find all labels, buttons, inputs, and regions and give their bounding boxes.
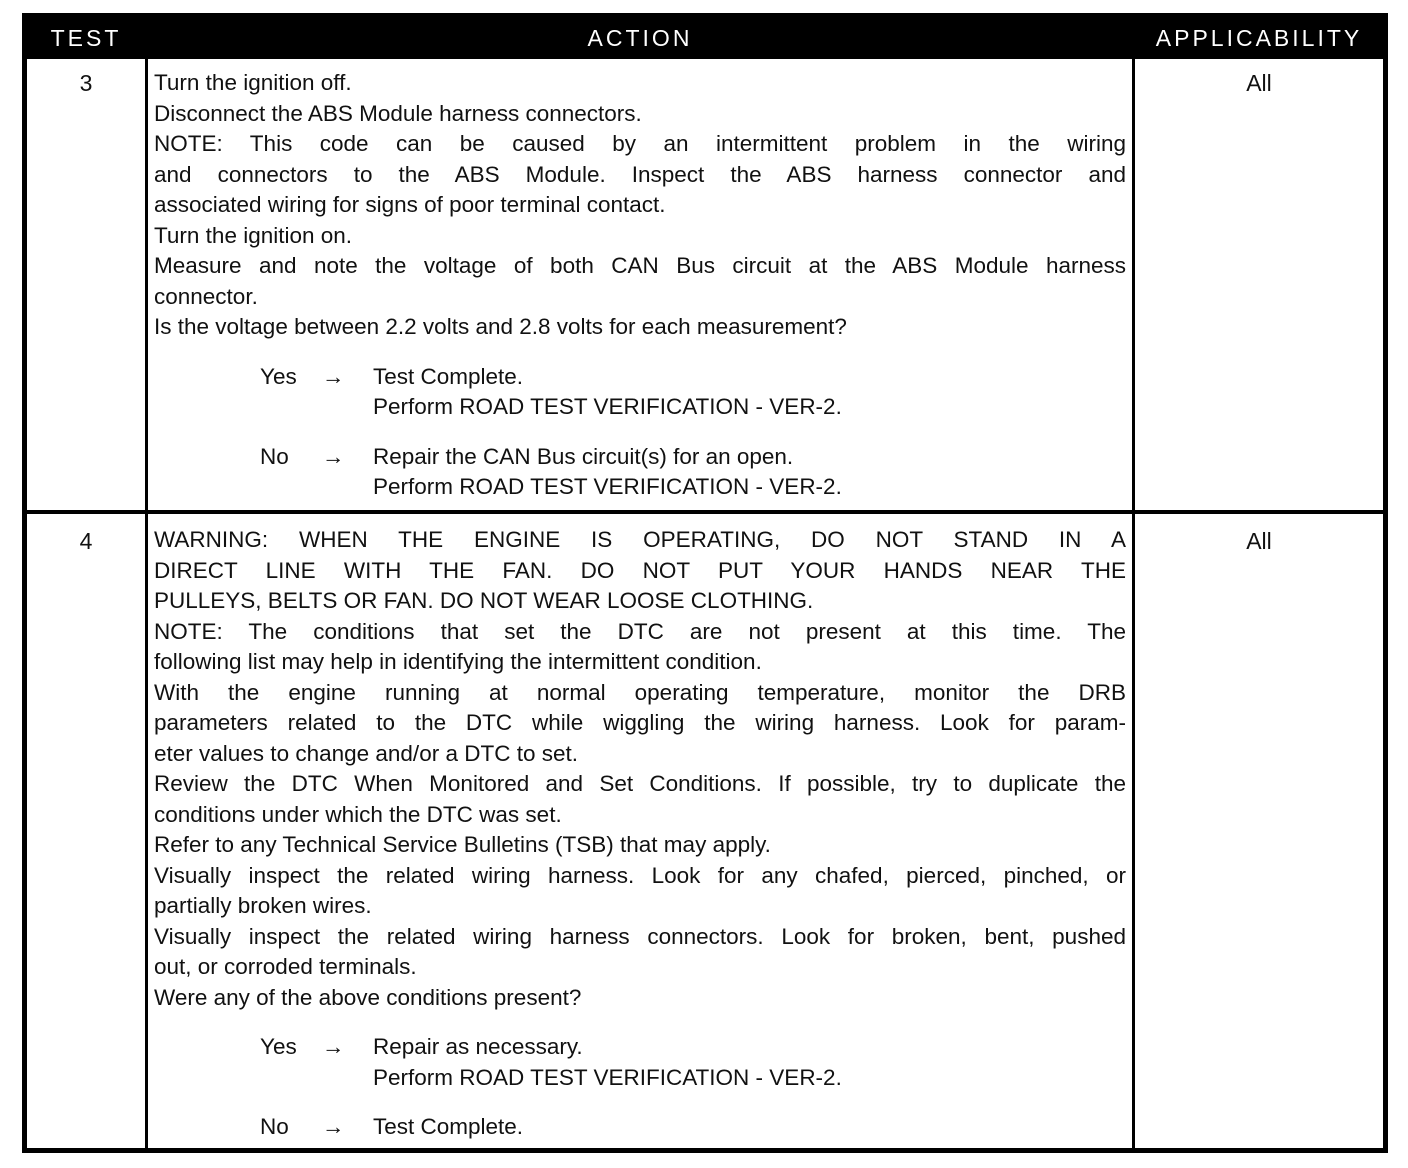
no-continuation [154, 472, 1126, 503]
question-line: Is the voltage between 2.2 volts and 2.8 volts for each measurement? [154, 314, 847, 339]
action-line: Disconnect the ABS Module harness connectors. [154, 100, 642, 126]
yes-answer [154, 362, 1126, 393]
no-result: Repair the CAN Bus circuit(s) for an open. [373, 443, 794, 469]
arrow-right-icon: → [322, 443, 345, 469]
diagnostic-table [22, 13, 1388, 1153]
no-answer [154, 1112, 1126, 1143]
applicability-value: All [1246, 528, 1272, 554]
action-line: Refer to any Technical Service Bulletins (TSB) that may apply. [154, 832, 771, 857]
action-line: Measure and note the voltage of both CAN Bus circuit at the ABS Module harness [154, 253, 1126, 278]
note-line: and connectors to the ABS Module. Inspect the ABS harness connector and [154, 161, 1126, 187]
warning-line: WARNING: WHEN THE ENGINE IS OPERATING, DO NOT STAND IN A [154, 527, 1126, 552]
action-line: eter values to change and/or a DTC to set. [154, 740, 578, 766]
table-header [27, 18, 1383, 59]
action-line: Visually inspect the related wiring harness. Look for any chafed, pierced, pinched, or [154, 862, 1126, 888]
warning-line: DIRECT LINE WITH THE FAN. DO NOT PUT YOUR HANDS NEAR THE [154, 557, 1126, 583]
yes-result: Repair as necessary. [373, 1034, 583, 1059]
no-result: Test Complete. [373, 1114, 524, 1139]
action-line: Visually inspect the related wiring harness connectors. Look for broken, bent, pushed [154, 923, 1126, 949]
note-line: following list may help in identifying the intermittent condition. [154, 649, 762, 674]
action-line: Review the DTC When Monitored and Set Conditions. If possible, try to duplicate the [154, 771, 1126, 796]
action-line: Turn the ignition on. [154, 222, 353, 248]
no-answer [154, 442, 1126, 473]
no-label: No [260, 443, 289, 469]
no-result: Perform ROAD TEST VERIFICATION - VER-2. [373, 474, 842, 499]
action-line: out, or corroded terminals. [154, 954, 417, 979]
test-number: 4 [79, 528, 93, 554]
header-action: ACTION [587, 25, 693, 51]
note-line: associated wiring for signs of poor terminal contact. [154, 192, 666, 217]
yes-label: Yes [260, 1034, 297, 1059]
yes-continuation [154, 1063, 1126, 1094]
test-number: 3 [79, 70, 93, 96]
yes-result: Perform ROAD TEST VERIFICATION - VER-2. [373, 394, 842, 419]
yes-result: Test Complete. [373, 363, 524, 389]
action-line: With the engine running at normal operating temperature, monitor the DRB [154, 679, 1126, 705]
applicability-value: All [1246, 70, 1272, 96]
column-divider [145, 59, 148, 1148]
action-cell [154, 525, 1126, 1143]
header-test: TEST [50, 25, 122, 51]
header-applicability: APPLICABILITY [1155, 25, 1363, 51]
action-line: Turn the ignition off. [154, 70, 352, 95]
note-line: NOTE: This code can be caused by an intermittent problem in the wiring [154, 131, 1126, 156]
yes-label: Yes [260, 363, 297, 389]
row-divider [27, 510, 1383, 514]
question-line: Were any of the above conditions present? [154, 984, 582, 1010]
note-line: NOTE: The conditions that set the DTC are not present at this time. The [154, 618, 1126, 644]
action-line: connector. [154, 283, 258, 309]
warning-line: PULLEYS, BELTS OR FAN. DO NOT WEAR LOOSE CLOTHING. [154, 588, 814, 613]
yes-result: Perform ROAD TEST VERIFICATION - VER-2. [373, 1064, 842, 1090]
action-cell [154, 68, 1126, 503]
arrow-right-icon: → [322, 1114, 345, 1139]
action-line: parameters related to the DTC while wiggling the wiring harness. Look for param- [154, 710, 1126, 735]
arrow-right-icon: → [322, 363, 345, 389]
action-line: conditions under which the DTC was set. [154, 801, 562, 827]
action-line: partially broken wires. [154, 893, 372, 918]
yes-continuation [154, 392, 1126, 423]
no-label: No [260, 1114, 289, 1139]
column-divider [1132, 59, 1135, 1148]
arrow-right-icon: → [322, 1034, 345, 1059]
yes-answer [154, 1032, 1126, 1063]
